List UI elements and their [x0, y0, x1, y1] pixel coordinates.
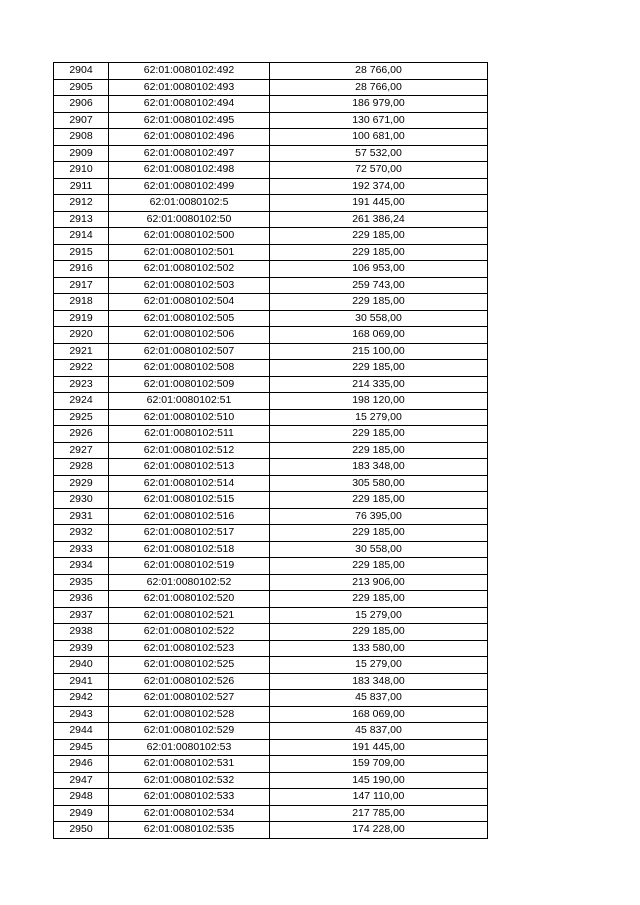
row-number-cell: 2928	[54, 459, 109, 476]
row-number-cell: 2934	[54, 558, 109, 575]
value-cell: 213 906,00	[270, 574, 488, 591]
cadastral-number-cell: 62:01:0080102:495	[109, 112, 270, 129]
cadastral-number-cell: 62:01:0080102:50	[109, 211, 270, 228]
row-number-cell: 2943	[54, 706, 109, 723]
table-row	[54, 409, 488, 426]
row-number-cell: 2926	[54, 426, 109, 443]
value-cell: 57 532,00	[270, 145, 488, 162]
table-row	[54, 261, 488, 278]
value-cell: 229 185,00	[270, 426, 488, 443]
cadastral-number-cell: 62:01:0080102:531	[109, 756, 270, 773]
table-row	[54, 739, 488, 756]
row-number-cell: 2913	[54, 211, 109, 228]
cadastral-number-cell: 62:01:0080102:523	[109, 640, 270, 657]
value-cell: 15 279,00	[270, 657, 488, 674]
cadastral-number-cell: 62:01:0080102:508	[109, 360, 270, 377]
row-number-cell: 2930	[54, 492, 109, 509]
value-cell: 183 348,00	[270, 673, 488, 690]
table-row	[54, 327, 488, 344]
table-row	[54, 195, 488, 212]
value-cell: 183 348,00	[270, 459, 488, 476]
table-row	[54, 360, 488, 377]
row-number-cell: 2935	[54, 574, 109, 591]
value-cell: 229 185,00	[270, 244, 488, 261]
row-number-cell: 2922	[54, 360, 109, 377]
row-number-cell: 2949	[54, 805, 109, 822]
table-row	[54, 772, 488, 789]
value-cell: 229 185,00	[270, 360, 488, 377]
value-cell: 229 185,00	[270, 294, 488, 311]
cadastral-number-cell: 62:01:0080102:502	[109, 261, 270, 278]
value-cell: 28 766,00	[270, 63, 488, 80]
value-cell: 45 837,00	[270, 723, 488, 740]
cadastral-number-cell: 62:01:0080102:527	[109, 690, 270, 707]
row-number-cell: 2941	[54, 673, 109, 690]
table-row	[54, 310, 488, 327]
cadastral-number-cell: 62:01:0080102:492	[109, 63, 270, 80]
row-number-cell: 2919	[54, 310, 109, 327]
table-row	[54, 442, 488, 459]
cadastral-number-cell: 62:01:0080102:532	[109, 772, 270, 789]
table-row	[54, 244, 488, 261]
value-cell: 100 681,00	[270, 129, 488, 146]
row-number-cell: 2948	[54, 789, 109, 806]
cadastral-table	[53, 62, 488, 839]
cadastral-number-cell: 62:01:0080102:517	[109, 525, 270, 542]
table-row	[54, 459, 488, 476]
cadastral-number-cell: 62:01:0080102:522	[109, 624, 270, 641]
row-number-cell: 2929	[54, 475, 109, 492]
value-cell: 30 558,00	[270, 541, 488, 558]
row-number-cell: 2936	[54, 591, 109, 608]
value-cell: 229 185,00	[270, 558, 488, 575]
value-cell: 45 837,00	[270, 690, 488, 707]
cadastral-number-cell: 62:01:0080102:511	[109, 426, 270, 443]
value-cell: 191 445,00	[270, 195, 488, 212]
table-row	[54, 343, 488, 360]
row-number-cell: 2915	[54, 244, 109, 261]
value-cell: 229 185,00	[270, 591, 488, 608]
row-number-cell: 2940	[54, 657, 109, 674]
cadastral-number-cell: 62:01:0080102:518	[109, 541, 270, 558]
row-number-cell: 2927	[54, 442, 109, 459]
table-row	[54, 574, 488, 591]
cadastral-number-cell: 62:01:0080102:501	[109, 244, 270, 261]
cadastral-number-cell: 62:01:0080102:505	[109, 310, 270, 327]
value-cell: 192 374,00	[270, 178, 488, 195]
cadastral-number-cell: 62:01:0080102:507	[109, 343, 270, 360]
row-number-cell: 2950	[54, 822, 109, 839]
row-number-cell: 2942	[54, 690, 109, 707]
row-number-cell: 2912	[54, 195, 109, 212]
value-cell: 229 185,00	[270, 492, 488, 509]
row-number-cell: 2906	[54, 96, 109, 113]
table-row	[54, 162, 488, 179]
value-cell: 15 279,00	[270, 409, 488, 426]
table-row	[54, 294, 488, 311]
table-row	[54, 607, 488, 624]
cadastral-number-cell: 62:01:0080102:506	[109, 327, 270, 344]
table-row	[54, 129, 488, 146]
value-cell: 229 185,00	[270, 624, 488, 641]
value-cell: 28 766,00	[270, 79, 488, 96]
table-row	[54, 805, 488, 822]
row-number-cell: 2905	[54, 79, 109, 96]
table-row	[54, 525, 488, 542]
table-row	[54, 277, 488, 294]
value-cell: 259 743,00	[270, 277, 488, 294]
value-cell: 229 185,00	[270, 228, 488, 245]
table-row	[54, 706, 488, 723]
row-number-cell: 2918	[54, 294, 109, 311]
cadastral-number-cell: 62:01:0080102:497	[109, 145, 270, 162]
row-number-cell: 2944	[54, 723, 109, 740]
row-number-cell: 2907	[54, 112, 109, 129]
row-number-cell: 2931	[54, 508, 109, 525]
table-row	[54, 591, 488, 608]
cadastral-number-cell: 62:01:0080102:513	[109, 459, 270, 476]
value-cell: 305 580,00	[270, 475, 488, 492]
table-row	[54, 690, 488, 707]
row-number-cell: 2923	[54, 376, 109, 393]
row-number-cell: 2925	[54, 409, 109, 426]
cadastral-number-cell: 62:01:0080102:533	[109, 789, 270, 806]
value-cell: 106 953,00	[270, 261, 488, 278]
table-row	[54, 211, 488, 228]
table-row	[54, 756, 488, 773]
value-cell: 133 580,00	[270, 640, 488, 657]
table-row	[54, 492, 488, 509]
value-cell: 174 228,00	[270, 822, 488, 839]
cadastral-number-cell: 62:01:0080102:520	[109, 591, 270, 608]
row-number-cell: 2920	[54, 327, 109, 344]
value-cell: 229 185,00	[270, 525, 488, 542]
value-cell: 76 395,00	[270, 508, 488, 525]
value-cell: 168 069,00	[270, 706, 488, 723]
table-row	[54, 96, 488, 113]
row-number-cell: 2921	[54, 343, 109, 360]
cadastral-number-cell: 62:01:0080102:534	[109, 805, 270, 822]
cadastral-number-cell: 62:01:0080102:503	[109, 277, 270, 294]
table-row	[54, 822, 488, 839]
value-cell: 15 279,00	[270, 607, 488, 624]
value-cell: 30 558,00	[270, 310, 488, 327]
table-row	[54, 723, 488, 740]
row-number-cell: 2937	[54, 607, 109, 624]
value-cell: 186 979,00	[270, 96, 488, 113]
cadastral-number-cell: 62:01:0080102:521	[109, 607, 270, 624]
row-number-cell: 2945	[54, 739, 109, 756]
cadastral-number-cell: 62:01:0080102:535	[109, 822, 270, 839]
row-number-cell: 2916	[54, 261, 109, 278]
cadastral-number-cell: 62:01:0080102:509	[109, 376, 270, 393]
row-number-cell: 2904	[54, 63, 109, 80]
row-number-cell: 2933	[54, 541, 109, 558]
cadastral-number-cell: 62:01:0080102:519	[109, 558, 270, 575]
row-number-cell: 2910	[54, 162, 109, 179]
value-cell: 168 069,00	[270, 327, 488, 344]
cadastral-number-cell: 62:01:0080102:498	[109, 162, 270, 179]
row-number-cell: 2939	[54, 640, 109, 657]
row-number-cell: 2911	[54, 178, 109, 195]
table-row	[54, 508, 488, 525]
row-number-cell: 2917	[54, 277, 109, 294]
cadastral-number-cell: 62:01:0080102:5	[109, 195, 270, 212]
table-row	[54, 558, 488, 575]
cadastral-number-cell: 62:01:0080102:514	[109, 475, 270, 492]
cadastral-number-cell: 62:01:0080102:529	[109, 723, 270, 740]
cadastral-number-cell: 62:01:0080102:52	[109, 574, 270, 591]
value-cell: 261 386,24	[270, 211, 488, 228]
table-body	[54, 63, 488, 839]
cadastral-number-cell: 62:01:0080102:525	[109, 657, 270, 674]
cadastral-number-cell: 62:01:0080102:499	[109, 178, 270, 195]
table-row	[54, 228, 488, 245]
cadastral-number-cell: 62:01:0080102:510	[109, 409, 270, 426]
value-cell: 191 445,00	[270, 739, 488, 756]
value-cell: 215 100,00	[270, 343, 488, 360]
cadastral-number-cell: 62:01:0080102:528	[109, 706, 270, 723]
cadastral-number-cell: 62:01:0080102:53	[109, 739, 270, 756]
cadastral-number-cell: 62:01:0080102:512	[109, 442, 270, 459]
table-row	[54, 79, 488, 96]
value-cell: 147 110,00	[270, 789, 488, 806]
row-number-cell: 2924	[54, 393, 109, 410]
table-row	[54, 475, 488, 492]
cadastral-number-cell: 62:01:0080102:493	[109, 79, 270, 96]
table-row	[54, 393, 488, 410]
value-cell: 229 185,00	[270, 442, 488, 459]
table-row	[54, 426, 488, 443]
value-cell: 214 335,00	[270, 376, 488, 393]
row-number-cell: 2946	[54, 756, 109, 773]
table-row	[54, 657, 488, 674]
row-number-cell: 2932	[54, 525, 109, 542]
cadastral-number-cell: 62:01:0080102:51	[109, 393, 270, 410]
table-row	[54, 541, 488, 558]
table-row	[54, 376, 488, 393]
table-row	[54, 112, 488, 129]
table-row	[54, 673, 488, 690]
cadastral-number-cell: 62:01:0080102:526	[109, 673, 270, 690]
row-number-cell: 2909	[54, 145, 109, 162]
value-cell: 145 190,00	[270, 772, 488, 789]
cadastral-number-cell: 62:01:0080102:516	[109, 508, 270, 525]
row-number-cell: 2947	[54, 772, 109, 789]
table-row	[54, 789, 488, 806]
row-number-cell: 2908	[54, 129, 109, 146]
table-row	[54, 178, 488, 195]
cadastral-number-cell: 62:01:0080102:504	[109, 294, 270, 311]
cadastral-number-cell: 62:01:0080102:515	[109, 492, 270, 509]
table-row	[54, 640, 488, 657]
row-number-cell: 2914	[54, 228, 109, 245]
cadastral-number-cell: 62:01:0080102:494	[109, 96, 270, 113]
cadastral-number-cell: 62:01:0080102:500	[109, 228, 270, 245]
value-cell: 198 120,00	[270, 393, 488, 410]
value-cell: 159 709,00	[270, 756, 488, 773]
row-number-cell: 2938	[54, 624, 109, 641]
cadastral-number-cell: 62:01:0080102:496	[109, 129, 270, 146]
value-cell: 130 671,00	[270, 112, 488, 129]
value-cell: 217 785,00	[270, 805, 488, 822]
table-row	[54, 624, 488, 641]
value-cell: 72 570,00	[270, 162, 488, 179]
table-row	[54, 145, 488, 162]
table-row	[54, 63, 488, 80]
